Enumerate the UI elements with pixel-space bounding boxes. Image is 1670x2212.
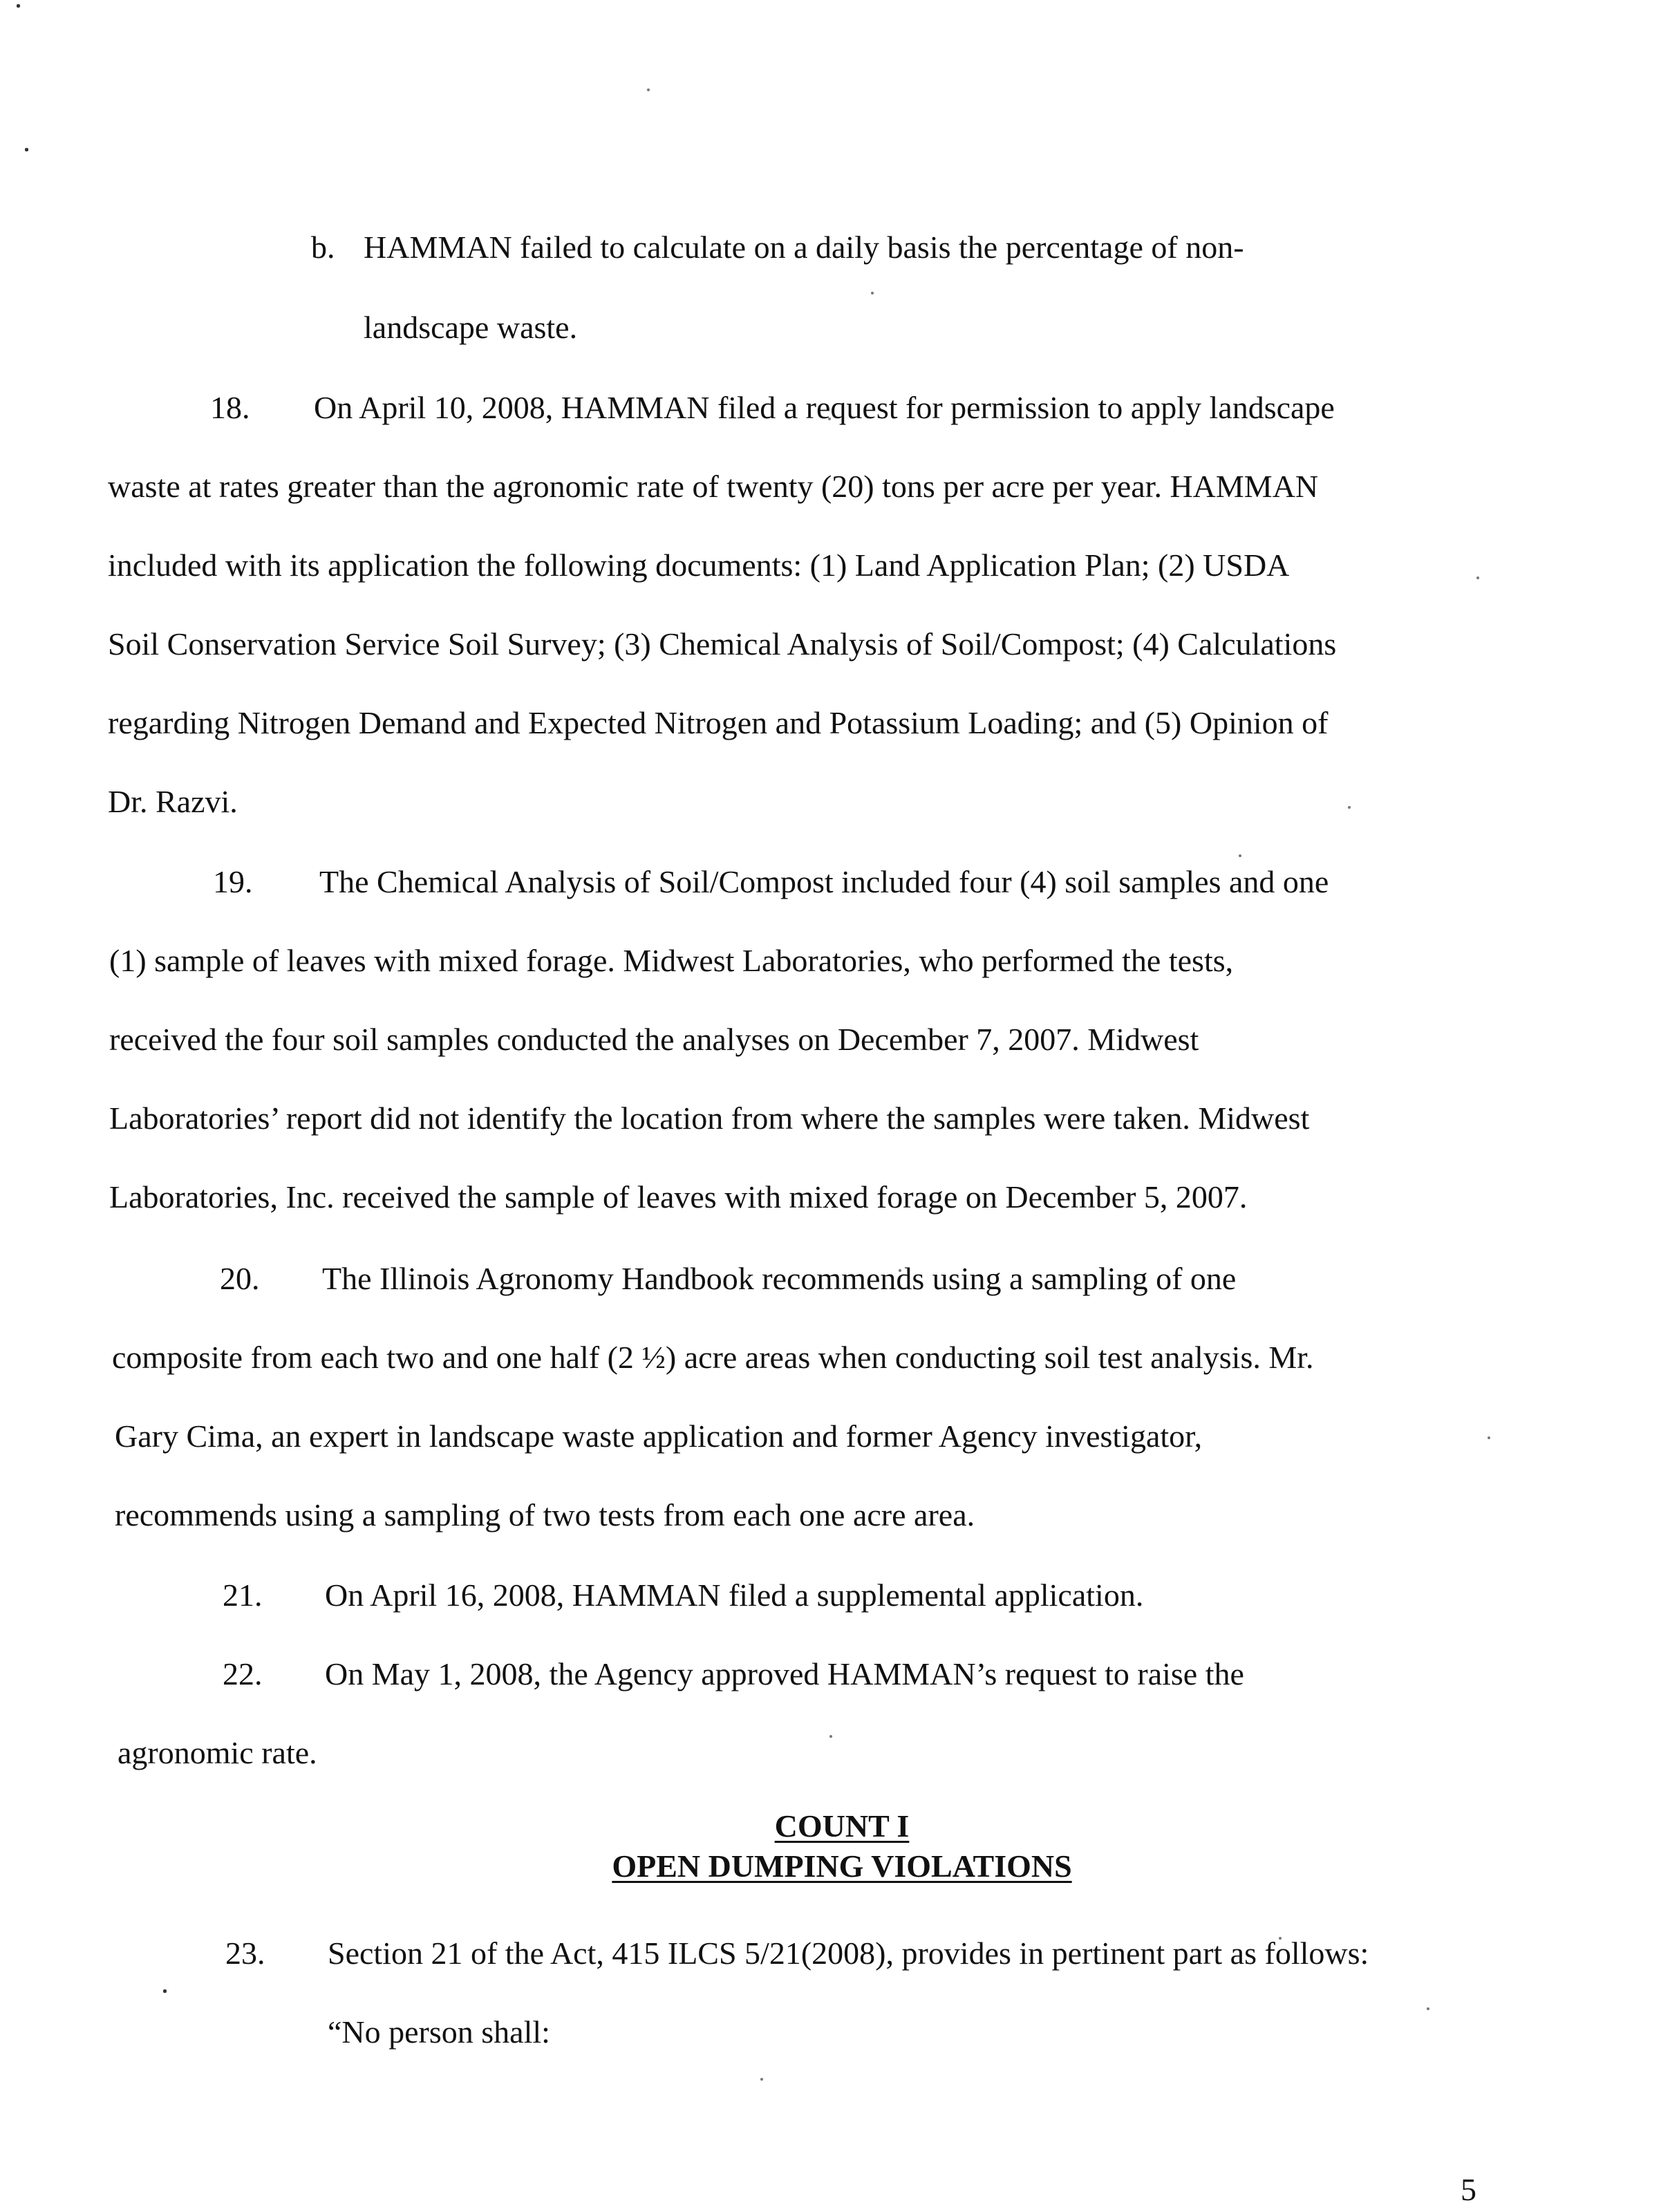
scan-speck	[760, 2078, 763, 2081]
paragraph-20-line-2: composite from each two and one half (2 ½) acre areas when conducting soil test analysis. Mr.	[112, 1340, 1314, 1375]
count-heading-subtitle: OPEN DUMPING VIOLATIONS	[612, 1848, 1072, 1884]
paragraph-22-line-1: On May 1, 2008, the Agency approved HAMMAN’s request to raise the	[325, 1656, 1244, 1691]
paragraph-19-line-1: The Chemical Analysis of Soil/Compost included four (4) soil samples and one	[319, 864, 1329, 899]
paragraph-19-line-2: (1) sample of leaves with mixed forage. Midwest Laboratories, who performed the tests,	[109, 943, 1234, 978]
paragraph-21-line-1: On April 16, 2008, HAMMAN filed a supplemental application.	[325, 1577, 1144, 1613]
paragraph-21-number: 21.	[223, 1577, 263, 1613]
paragraph-20-line-3: Gary Cima, an expert in landscape waste application and former Agency investigator,	[115, 1418, 1203, 1454]
scan-speck	[1348, 806, 1351, 809]
paragraph-23-number: 23.	[225, 1936, 265, 1971]
count-heading-title: COUNT I	[774, 1808, 910, 1844]
paragraph-22-line-2: agronomic rate.	[118, 1735, 317, 1770]
scan-speck	[1476, 577, 1479, 579]
paragraph-22-number: 22.	[223, 1656, 263, 1691]
paragraph-18-line-5: regarding Nitrogen Demand and Expected Nitrogen and Potassium Loading; and (5) Opinion of	[108, 705, 1329, 740]
page-number: 5	[1461, 2172, 1476, 2207]
paragraph-18-line-6: Dr. Razvi.	[108, 784, 238, 819]
paragraph-20-number: 20.	[220, 1261, 260, 1296]
paragraph-18-line-1: On April 10, 2008, HAMMAN filed a request for permission to apply landscape	[314, 390, 1335, 425]
scan-speck	[25, 148, 28, 151]
paragraph-19-line-3: received the four soil samples conducted the analyses on December 7, 2007. Midwest	[109, 1022, 1199, 1057]
item-b-marker: b.	[311, 229, 335, 265]
scan-speck	[1239, 854, 1241, 857]
paragraph-19-line-4: Laboratories’ report did not identify the location from where the samples were taken. Midwest	[109, 1100, 1310, 1136]
scan-speck	[871, 292, 874, 294]
scan-speck	[163, 1989, 167, 1993]
item-b-line-1: HAMMAN failed to calculate on a daily basis the percentage of non-	[364, 229, 1244, 265]
scan-speck	[1427, 2007, 1429, 2010]
paragraph-23-line-1: Section 21 of the Act, 415 ILCS 5/21(2008), provides in pertinent part as follows:	[328, 1936, 1369, 1971]
scan-speck	[1488, 1436, 1490, 1439]
paragraph-18-line-2: waste at rates greater than the agronomic rate of twenty (20) tons per acre per year. HAMMAN	[108, 469, 1319, 504]
scan-speck	[829, 1735, 832, 1738]
scan-speck	[17, 4, 20, 8]
paragraph-20-line-1: The Illinois Agronomy Handbook recommends using a sampling of one	[322, 1261, 1237, 1296]
paragraph-18-line-3: included with its application the following documents: (1) Land Application Plan; (2) USDA	[108, 547, 1290, 583]
paragraph-18-number: 18.	[210, 390, 250, 425]
paragraph-19-number: 19.	[213, 864, 253, 899]
paragraph-19-line-5: Laboratories, Inc. received the sample of leaves with mixed forage on December 5, 2007.	[109, 1179, 1248, 1215]
paragraph-20-line-4: recommends using a sampling of two tests from each one acre area.	[115, 1497, 975, 1533]
paragraph-23-line-2: “No person shall:	[328, 2014, 550, 2050]
paragraph-18-line-4: Soil Conservation Service Soil Survey; (3) Chemical Analysis of Soil/Compost; (4) Calculations	[108, 626, 1337, 662]
scan-speck	[647, 88, 650, 91]
item-b-line-2: landscape waste.	[364, 310, 578, 345]
